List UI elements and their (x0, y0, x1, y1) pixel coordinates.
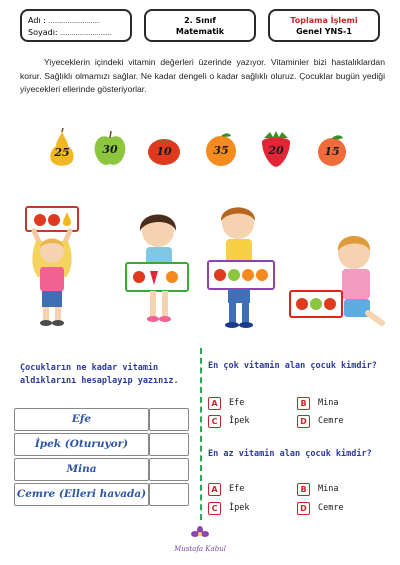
peach-15 (314, 128, 350, 168)
answer-cell[interactable] (149, 483, 189, 506)
answer-row-mina (14, 458, 189, 481)
header-topic-box (268, 9, 380, 42)
child-name-cell: Cemre (Elleri havada) (14, 483, 149, 506)
option-text: Efe (229, 398, 245, 408)
option-letter: C (208, 415, 221, 428)
worksheet-code: Genel YNS-1 (296, 27, 352, 36)
answer-cell[interactable] (149, 408, 189, 431)
subject-label: Matematik (175, 27, 225, 36)
children-illustration (0, 195, 400, 345)
option-letter: B (297, 397, 310, 410)
signature-text: Mustafa Kabul (174, 545, 226, 553)
child-name-cell: Mina (14, 458, 149, 481)
pear-25 (44, 128, 80, 168)
task-question: Çocukların ne kadar vitamin aldıklarını hesaplayıp yazınız. (20, 363, 179, 386)
option-letter: A (208, 397, 221, 410)
option-text: Cemre (318, 503, 344, 513)
surname-blank[interactable]: ........................... (60, 30, 112, 37)
answer-cell[interactable] (149, 433, 189, 456)
option-letter: D (297, 415, 310, 428)
fruit-value: 30 (102, 143, 118, 156)
option-letter: D (297, 502, 310, 515)
child-name-cell: Efe (14, 408, 149, 431)
footer-signature (170, 525, 230, 559)
option-text: Mina (318, 484, 339, 494)
child-ipek-sitting (126, 215, 188, 323)
answer-row-ipek (14, 433, 189, 456)
answer-cell[interactable] (149, 458, 189, 481)
child-efe (290, 236, 382, 323)
option-letter: C (208, 502, 221, 515)
child-cemre-arms-up (26, 207, 78, 326)
class-label: 2. Sınıf (184, 16, 216, 25)
fruit-value: 35 (213, 144, 229, 157)
flower-logo-icon (190, 525, 210, 541)
header-class-box (144, 9, 256, 42)
name-blank[interactable]: ........................... (48, 18, 100, 25)
question-least-vitamin: En az vitamin alan çocuk kimdir? (208, 449, 372, 459)
option-text: Efe (229, 484, 245, 494)
answer-row-cemre (14, 483, 189, 506)
intro-text: Yiyeceklerin içindeki vitamin değerleri üzerinde yazıyor. Vitaminler bizi hastalıklardan korur. Sağlıklı olmamızı sağlar. Ne kadar dengeli o kadar sağlıklı oluruz. Çocuklar bugün yediği yiyecekleri ellerinde gösteriyorlar. (20, 57, 385, 94)
option-text: İpek (229, 416, 250, 426)
question-most-vitamin: En çok vitamin alan çocuk kimdir? (208, 361, 377, 371)
child-mina (208, 207, 274, 328)
topic-label: Toplama İşlemi (290, 16, 358, 25)
option-letter: A (208, 483, 221, 496)
option-letter: B (297, 483, 310, 496)
surname-label: Soyadı: (28, 28, 58, 37)
fruit-value: 25 (54, 146, 70, 159)
name-label: Adı : (28, 16, 46, 25)
fruit-value: 20 (268, 144, 284, 157)
option-text: Cemre (318, 416, 344, 426)
fruit-value: 15 (324, 145, 340, 158)
tomato-10 (146, 128, 182, 168)
orange-35 (203, 128, 239, 168)
answer-row-efe (14, 408, 189, 431)
child-name-cell: İpek (Oturuyor) (14, 433, 149, 456)
header-name-box (20, 9, 132, 42)
vertical-divider (200, 348, 202, 520)
option-text: İpek (229, 503, 250, 513)
strawberry-20 (258, 128, 294, 168)
fruit-value: 10 (156, 145, 172, 158)
green-apple-30 (92, 128, 128, 168)
option-text: Mina (318, 398, 339, 408)
